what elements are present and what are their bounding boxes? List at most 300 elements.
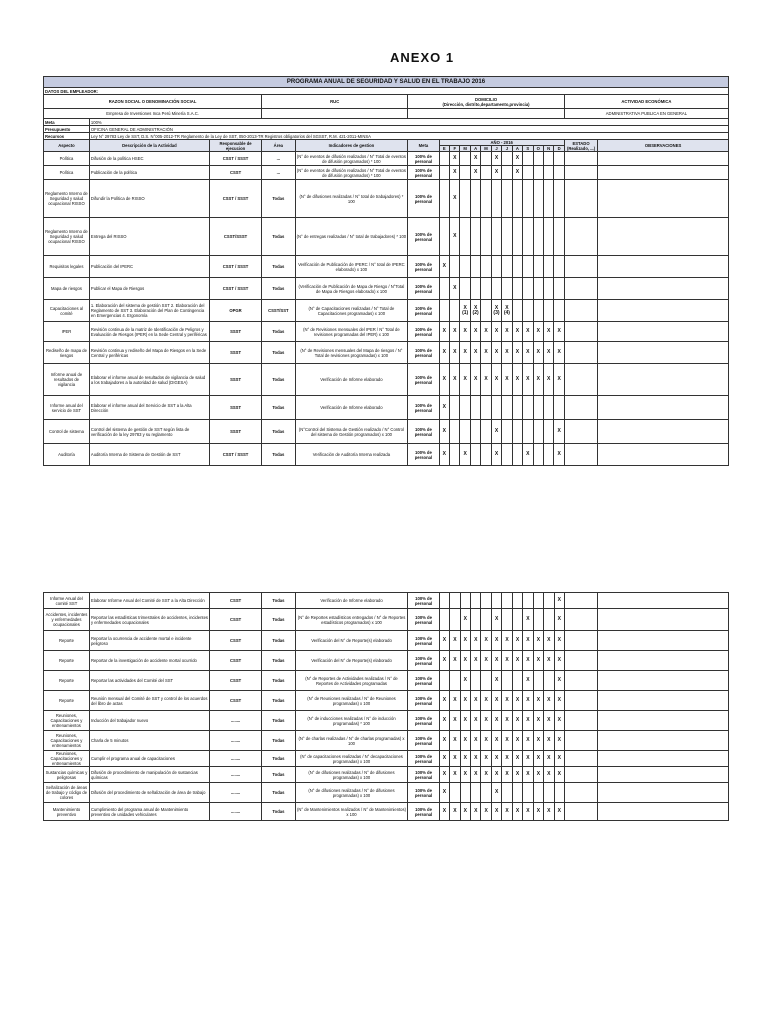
month-mark-cell: X bbox=[450, 767, 460, 783]
month-mark-cell: X bbox=[491, 631, 501, 651]
aspecto-cell: Rediseño de mapa de riesgos bbox=[44, 342, 90, 364]
month-mark-cell bbox=[533, 783, 543, 803]
month-mark-cell bbox=[554, 278, 564, 300]
month-mark-cell bbox=[512, 420, 522, 444]
area-cell: Todas bbox=[262, 731, 295, 751]
responsable-cell: CSST / SSST bbox=[209, 256, 261, 278]
responsable-cell: CSST / SSST bbox=[209, 444, 261, 466]
month-mark-cell: X bbox=[471, 651, 481, 671]
month-mark-cell bbox=[523, 152, 533, 166]
month-mark-cell bbox=[543, 180, 553, 218]
month-mark-cell: X bbox=[481, 364, 491, 396]
month-mark-cell: X bbox=[439, 803, 449, 821]
estado-cell bbox=[564, 152, 597, 166]
month-mark-cell bbox=[523, 783, 533, 803]
meta-cell: 100% de personal bbox=[408, 364, 439, 396]
month-mark-cell: X bbox=[512, 691, 522, 711]
month-mark-cell bbox=[533, 218, 543, 256]
aspecto-cell: Política bbox=[44, 166, 90, 180]
descripcion-cell: Revisión continua de la matriz de Identificación de Peligros y Evaluación de Riesgos (IPER) en la Sede Central y periféricas bbox=[89, 322, 209, 342]
month-mark-cell bbox=[481, 218, 491, 256]
month-mark-cell bbox=[439, 593, 449, 609]
area-cell: Todas bbox=[262, 671, 295, 691]
month-mark-cell: X bbox=[554, 671, 564, 691]
descripcion-cell: Difusión del procedimiento de señalización de área de trabajo bbox=[89, 783, 209, 803]
month-mark-cell: X bbox=[523, 691, 533, 711]
area-cell: Todas bbox=[262, 631, 295, 651]
aspecto-cell: Reporte bbox=[44, 671, 90, 691]
meta-cell: 100% de personal bbox=[408, 671, 439, 691]
month-mark-cell bbox=[544, 671, 554, 691]
month-mark-cell: X bbox=[502, 322, 512, 342]
estado-cell bbox=[564, 300, 597, 322]
month-mark-cell bbox=[512, 444, 522, 466]
month-mark-cell: X bbox=[491, 803, 501, 821]
observaciones-cell bbox=[598, 609, 729, 631]
month-mark-cell: X bbox=[554, 731, 564, 751]
aspecto-cell: Auditoría bbox=[44, 444, 90, 466]
meta-cell: 100% de personal bbox=[408, 767, 439, 783]
month-mark-cell bbox=[470, 278, 480, 300]
aspecto-cell: Informe anual del servicio de SST bbox=[44, 396, 90, 420]
descripcion-cell: Elaborar Informe Anual del Comité de SST a la Alta Dirección bbox=[89, 593, 209, 609]
month-mark-cell: X bbox=[523, 609, 533, 631]
indicador-cell: Verificación del N° de Reporte(s) elaborado bbox=[295, 631, 408, 651]
descripcion-cell: 1. Elaboración del sistema de gestión SST 2. Elaboración del Reglamento de SST 3. Elaboración del Plan de Contingencia en Emergencias 4. Ergonomía bbox=[89, 300, 209, 322]
area-cell: Todas bbox=[262, 444, 295, 466]
indicador-cell: Verificación de Informe elaborado bbox=[295, 364, 408, 396]
actividad-header: ACTIVIDAD ECONÓMICA bbox=[564, 95, 728, 109]
month-mark-cell: X bbox=[439, 444, 449, 466]
month-mark-cell bbox=[481, 671, 491, 691]
month-mark-cell: X bbox=[491, 751, 501, 767]
month-mark-cell: X bbox=[533, 731, 543, 751]
meta-cell: 100% de personal bbox=[408, 278, 439, 300]
indicador-cell: Verificación de Informe elaborado bbox=[295, 593, 408, 609]
month-mark-cell: X bbox=[460, 631, 470, 651]
month-mark-cell: X (3) bbox=[491, 300, 501, 322]
month-mark-cell: X bbox=[439, 783, 449, 803]
aspecto-cell: Política bbox=[44, 152, 90, 166]
month-mark-cell: X bbox=[512, 803, 522, 821]
aspecto-cell: Informe anual de resultados de vigilancia bbox=[44, 364, 90, 396]
month-mark-cell bbox=[502, 256, 512, 278]
month-mark-cell bbox=[481, 783, 491, 803]
responsable-cell: CSST / SSST bbox=[209, 152, 261, 166]
month-mark-cell bbox=[481, 609, 491, 631]
indicador-cell: Verificación de Informe elaborado bbox=[295, 396, 408, 420]
meta-cell: 100% de personal bbox=[408, 651, 439, 671]
month-mark-cell: X bbox=[460, 803, 470, 821]
observaciones-cell bbox=[598, 218, 729, 256]
month-mark-cell bbox=[470, 420, 480, 444]
observaciones-cell bbox=[598, 396, 729, 420]
month-mark-cell bbox=[502, 152, 512, 166]
presupuesto-value: OFICINA GENERAL DE ADMINISTRACIÓN bbox=[89, 126, 728, 133]
month-mark-cell bbox=[523, 256, 533, 278]
month-mark-cell: X bbox=[512, 651, 522, 671]
area-cell: Todas bbox=[262, 783, 295, 803]
month-mark-cell bbox=[439, 218, 449, 256]
meta-cell: 100% de personal bbox=[408, 300, 439, 322]
month-mark-cell bbox=[533, 300, 543, 322]
month-mark-cell: X bbox=[491, 342, 501, 364]
month-mark-cell bbox=[450, 300, 460, 322]
month-mark-cell bbox=[450, 609, 460, 631]
month-mark-cell: X bbox=[450, 152, 460, 166]
col-aspecto: Aspecto bbox=[44, 140, 90, 152]
meta-cell: 100% de personal bbox=[408, 180, 439, 218]
domicilio-value bbox=[408, 109, 565, 119]
month-mark-cell: X bbox=[554, 751, 564, 767]
month-mark-cell bbox=[523, 218, 533, 256]
activity-row bbox=[44, 803, 729, 821]
month-mark-cell: X bbox=[502, 731, 512, 751]
area-cell: Todas bbox=[262, 803, 295, 821]
estado-cell bbox=[564, 166, 597, 180]
month-mark-cell: X bbox=[554, 322, 564, 342]
area-cell: CSST/SST bbox=[262, 300, 295, 322]
month-mark-cell: X bbox=[439, 342, 449, 364]
activity-row bbox=[44, 691, 729, 711]
col-area: Área bbox=[262, 140, 295, 152]
month-mark-cell: X bbox=[470, 166, 480, 180]
month-mark-cell bbox=[512, 593, 522, 609]
area-cell: Todas bbox=[262, 767, 295, 783]
month-mark-cell: X bbox=[554, 803, 564, 821]
month-mark-cell bbox=[523, 593, 533, 609]
month-mark-cell bbox=[543, 396, 553, 420]
month-mark-cell bbox=[481, 396, 491, 420]
month-mark-cell: X bbox=[544, 711, 554, 731]
responsable-cell: SSST bbox=[209, 342, 261, 364]
responsable-cell: ........ bbox=[210, 803, 262, 821]
month-mark-cell: X bbox=[512, 322, 522, 342]
indicador-cell: (N° de Mantenimientos realizados / N° de Mantenimientos) x 100 bbox=[295, 803, 408, 821]
month-mark-cell: X bbox=[491, 651, 501, 671]
estado-cell bbox=[564, 691, 597, 711]
observaciones-cell bbox=[598, 166, 729, 180]
month-mark-cell bbox=[471, 609, 481, 631]
month-mark-cell bbox=[470, 256, 480, 278]
area-cell: Todas bbox=[262, 342, 295, 364]
month-mark-cell bbox=[543, 420, 553, 444]
observaciones-cell bbox=[598, 671, 729, 691]
month-mark-cell bbox=[523, 300, 533, 322]
month-mark-cell bbox=[491, 593, 501, 609]
month-mark-cell bbox=[450, 593, 460, 609]
month-mark-cell: X bbox=[481, 322, 491, 342]
month-mark-cell bbox=[523, 180, 533, 218]
month-mark-cell: X bbox=[523, 731, 533, 751]
col-estado: ESTADO (Realizado, ...) bbox=[564, 140, 597, 152]
month-header: E bbox=[439, 146, 449, 152]
month-mark-cell: X bbox=[512, 711, 522, 731]
indicador-cell: (N° de difusiones realizadas / N° de difusiones programadas) x 100 bbox=[295, 767, 408, 783]
month-mark-cell: X bbox=[502, 711, 512, 731]
month-mark-cell: X bbox=[533, 631, 543, 651]
area-cell: Todas bbox=[262, 256, 295, 278]
month-mark-cell: X bbox=[481, 631, 491, 651]
area-cell: Todas bbox=[262, 218, 295, 256]
month-mark-cell bbox=[502, 166, 512, 180]
meta-cell: 100% de personal bbox=[408, 218, 439, 256]
month-mark-cell bbox=[439, 152, 449, 166]
month-mark-cell: X bbox=[439, 767, 449, 783]
month-mark-cell: X bbox=[460, 609, 470, 631]
month-mark-cell bbox=[439, 278, 449, 300]
month-mark-cell bbox=[460, 180, 470, 218]
month-mark-cell bbox=[502, 180, 512, 218]
month-mark-cell bbox=[460, 593, 470, 609]
estado-cell bbox=[564, 342, 597, 364]
estado-cell bbox=[564, 751, 597, 767]
month-mark-cell bbox=[460, 420, 470, 444]
month-mark-cell bbox=[554, 300, 564, 322]
descripcion-cell: Elaborar el informe anual de resultados de vigilancia de salud a los trabajadores a la autoridad de salud (DIGESA) bbox=[89, 364, 209, 396]
month-mark-cell bbox=[533, 152, 543, 166]
month-mark-cell: X bbox=[450, 218, 460, 256]
month-mark-cell: X bbox=[491, 152, 501, 166]
responsable-cell: SSST bbox=[209, 396, 261, 420]
responsable-cell: CSST bbox=[210, 671, 262, 691]
activity-row bbox=[44, 152, 729, 166]
month-mark-cell: X bbox=[502, 342, 512, 364]
descripcion-cell: Publicar el Mapa de Riesgos bbox=[89, 278, 209, 300]
area-cell: Todas bbox=[262, 278, 295, 300]
descripcion-cell: Control del sistema de gestión de SST según lista de verificación de la ley 29783 y su reglamento bbox=[89, 420, 209, 444]
month-mark-cell: X bbox=[450, 651, 460, 671]
indicador-cell: Verificación de Publicación de IPERC / N° total de IPERC elaborado) x 100 bbox=[295, 256, 408, 278]
month-mark-cell bbox=[554, 256, 564, 278]
aspecto-cell: Reuniones, Capacitaciones y entrenamientos bbox=[44, 751, 90, 767]
estado-cell bbox=[564, 593, 597, 609]
month-mark-cell bbox=[460, 783, 470, 803]
descripcion-cell: Revisión continua y rediseño del Mapa de Riesgos en la Sede Central y periféricas bbox=[89, 342, 209, 364]
month-mark-cell: X bbox=[460, 651, 470, 671]
month-mark-cell: X bbox=[481, 691, 491, 711]
month-mark-cell: X bbox=[450, 711, 460, 731]
responsable-cell: ........ bbox=[210, 751, 262, 767]
activity-row bbox=[44, 300, 729, 322]
activity-row bbox=[44, 396, 729, 420]
month-mark-cell bbox=[543, 218, 553, 256]
month-header: S bbox=[523, 146, 533, 152]
estado-cell bbox=[564, 803, 597, 821]
month-mark-cell bbox=[533, 278, 543, 300]
month-mark-cell: X bbox=[512, 751, 522, 767]
month-mark-cell: X bbox=[491, 671, 501, 691]
observaciones-cell bbox=[598, 342, 729, 364]
month-mark-cell bbox=[460, 278, 470, 300]
month-mark-cell: X bbox=[512, 342, 522, 364]
descripcion-cell: Cumplir el programa anual de capacitaciones bbox=[89, 751, 209, 767]
month-mark-cell: X (1) bbox=[460, 300, 470, 322]
responsable-cell: ........ bbox=[210, 783, 262, 803]
month-mark-cell bbox=[471, 671, 481, 691]
month-mark-cell bbox=[533, 444, 543, 466]
month-mark-cell bbox=[481, 166, 491, 180]
aspecto-cell: Sustancias químicas y peligrosas bbox=[44, 767, 90, 783]
responsable-cell: SSST bbox=[209, 364, 261, 396]
month-mark-cell: X bbox=[450, 731, 460, 751]
estado-cell bbox=[564, 396, 597, 420]
activity-row bbox=[44, 180, 729, 218]
activity-row bbox=[44, 420, 729, 444]
domicilio-sublabel: (Dirección, distrito,departamento,provincia) bbox=[442, 101, 530, 107]
indicador-cell: (N° de Revisiones mensuales del Mapa de riesgos / N° Total de revisiones programadas) x 100 bbox=[295, 342, 408, 364]
meta-cell: 100% de personal bbox=[408, 593, 439, 609]
safety-program-table-page1 bbox=[43, 76, 729, 466]
activity-row bbox=[44, 166, 729, 180]
month-mark-cell: X bbox=[554, 631, 564, 651]
aspecto-cell: Informe Anual del comité SST bbox=[44, 593, 90, 609]
descripcion-cell: Publicación del IPERC bbox=[89, 256, 209, 278]
month-mark-cell: X bbox=[450, 278, 460, 300]
meta-cell: 100% de personal bbox=[408, 396, 439, 420]
month-mark-cell bbox=[502, 593, 512, 609]
month-mark-cell bbox=[523, 420, 533, 444]
observaciones-cell bbox=[598, 711, 729, 731]
indicador-cell: (N° de difusiones realizadas / N° total de trabajadores) * 100 bbox=[295, 180, 408, 218]
aspecto-cell: Accidentes, incidentes y enfermedades ocupacionales bbox=[44, 609, 90, 631]
month-mark-cell: X bbox=[439, 711, 449, 731]
indicador-cell: (Verificación de Publicación de Mapa de Riesgo / N°Total de Mapa de Riesgos elaborado) x 100 bbox=[295, 278, 408, 300]
observaciones-cell bbox=[598, 767, 729, 783]
area-cell: Todas bbox=[262, 691, 295, 711]
month-mark-cell: X bbox=[470, 322, 480, 342]
month-mark-cell: X bbox=[481, 731, 491, 751]
month-header: F bbox=[450, 146, 460, 152]
responsable-cell: CSST bbox=[210, 609, 262, 631]
month-mark-cell: X bbox=[544, 803, 554, 821]
month-mark-cell bbox=[512, 278, 522, 300]
estado-cell bbox=[564, 783, 597, 803]
responsable-cell: ........ bbox=[210, 767, 262, 783]
month-mark-cell bbox=[481, 180, 491, 218]
month-mark-cell: X bbox=[523, 364, 533, 396]
col-year: AÑO - 2016 bbox=[439, 140, 564, 146]
month-mark-cell: X bbox=[502, 631, 512, 651]
month-mark-cell bbox=[481, 300, 491, 322]
meta-cell: 100% de personal bbox=[408, 731, 439, 751]
month-mark-cell: X bbox=[460, 751, 470, 767]
descripcion-cell: Difundir la Política de RISSO bbox=[89, 180, 209, 218]
activity-row bbox=[44, 751, 729, 767]
month-mark-cell bbox=[460, 152, 470, 166]
activity-row bbox=[44, 278, 729, 300]
month-mark-cell bbox=[439, 180, 449, 218]
estado-cell bbox=[564, 711, 597, 731]
aspecto-cell: Reporte bbox=[44, 691, 90, 711]
meta-cell: 100% de personal bbox=[408, 711, 439, 731]
meta-label: Meta bbox=[44, 119, 90, 126]
month-mark-cell: X bbox=[470, 152, 480, 166]
estado-cell bbox=[564, 256, 597, 278]
month-mark-cell: X bbox=[439, 256, 449, 278]
indicador-cell: (N° de Revisiones mensuales del IPER / N° Total de revisiones programadas del IPER) x 100 bbox=[295, 322, 408, 342]
month-header: J bbox=[502, 146, 512, 152]
ruc-header: RUC bbox=[262, 95, 408, 109]
domicilio-header bbox=[408, 95, 565, 109]
month-header: A bbox=[512, 146, 522, 152]
area-cell: Todas bbox=[262, 396, 295, 420]
meta-cell: 100% de personal bbox=[408, 783, 439, 803]
month-mark-cell: X bbox=[544, 751, 554, 767]
month-mark-cell: X bbox=[491, 691, 501, 711]
area-cell: Todas bbox=[262, 593, 295, 609]
month-mark-cell bbox=[533, 180, 543, 218]
month-mark-cell: X (2) bbox=[470, 300, 480, 322]
area-cell: Todas bbox=[262, 180, 295, 218]
estado-cell bbox=[564, 218, 597, 256]
month-header: A bbox=[470, 146, 480, 152]
month-mark-cell bbox=[471, 783, 481, 803]
month-mark-cell bbox=[439, 300, 449, 322]
recursos-value: Ley N° 29783 Ley de SST, D.S. N°005-2012-TR Reglamento de la Ley de SST, 050-2013-TR Registros obligatorios del SGSST, R.M. 421-2011-MINSA bbox=[89, 133, 728, 140]
month-mark-cell bbox=[523, 396, 533, 420]
meta-cell: 100% de personal bbox=[408, 420, 439, 444]
month-mark-cell: X bbox=[491, 166, 501, 180]
col-observaciones: OBSERVACIONES bbox=[598, 140, 729, 152]
month-mark-cell bbox=[543, 152, 553, 166]
month-mark-cell: X bbox=[470, 342, 480, 364]
indicador-cell: (N° de eventos de difusión realizados / N° Total de eventos de difusión programados) * 100 bbox=[296, 153, 406, 164]
month-mark-cell: X bbox=[450, 751, 460, 767]
observaciones-cell bbox=[598, 751, 729, 767]
observaciones-cell bbox=[598, 631, 729, 651]
month-mark-cell: X bbox=[460, 322, 470, 342]
month-header: N bbox=[543, 146, 553, 152]
month-mark-cell: X bbox=[543, 364, 553, 396]
indicador-cell: Verificación de Auditoría Interna realizada bbox=[295, 444, 408, 466]
month-mark-cell bbox=[481, 278, 491, 300]
indicador-cell: (N° de Capacitaciones realizadas / N° Total de Capacitaciones programadas) x 100 bbox=[295, 300, 408, 322]
meta-cell: 100% de personal bbox=[408, 152, 439, 166]
aspecto-cell: Reglamento Interno de Seguridad y salud ocupacional RISSO bbox=[44, 180, 90, 218]
aspecto-cell: Control de sistema bbox=[44, 420, 90, 444]
month-mark-cell: X bbox=[471, 803, 481, 821]
program-title: PROGRAMA ANUAL DE SEGURIDAD Y SALUD EN EL TRABAJO 2016 bbox=[44, 77, 729, 88]
month-mark-cell bbox=[554, 218, 564, 256]
descripcion-cell: Difusión de procedimiento de manipulación de sustancias químicas bbox=[89, 767, 209, 783]
razon-social-value: Empresa de Inversiones Inca Perú Minería S.A.C. bbox=[44, 109, 262, 119]
month-mark-cell bbox=[533, 593, 543, 609]
month-mark-cell: X bbox=[439, 420, 449, 444]
month-mark-cell: X bbox=[460, 767, 470, 783]
estado-cell bbox=[564, 651, 597, 671]
responsable-cell: CSST bbox=[210, 691, 262, 711]
month-mark-cell: X bbox=[439, 631, 449, 651]
indicador-cell: Verificación del N° de Reporte(s) elaborado bbox=[295, 651, 408, 671]
month-mark-cell: X bbox=[554, 609, 564, 631]
indicador-cell: (N° de Reportes estadísticos entregados / N° de Reportes estadísticos programados) x 100 bbox=[295, 609, 408, 631]
month-mark-cell bbox=[554, 152, 564, 166]
month-header: O bbox=[533, 146, 543, 152]
month-mark-cell bbox=[481, 420, 491, 444]
month-mark-cell: X bbox=[491, 322, 501, 342]
month-mark-cell: X bbox=[512, 166, 522, 180]
recursos-label: Recursos bbox=[44, 133, 90, 140]
descripcion-cell: Reportar la ocurrencia de accidente mortal e incidente peligroso bbox=[89, 631, 209, 651]
month-mark-cell: X bbox=[491, 783, 501, 803]
responsable-cell: CSST / SSST bbox=[209, 180, 261, 218]
aspecto-cell: Reuniones, Capacitaciones y entrenamientos bbox=[44, 731, 90, 751]
responsable-cell: SSST bbox=[209, 322, 261, 342]
descripcion-cell: Reunión mensual del Comité de SST y control de los acuerdos del libro de actas bbox=[89, 691, 209, 711]
month-mark-cell bbox=[533, 396, 543, 420]
estado-cell bbox=[564, 180, 597, 218]
